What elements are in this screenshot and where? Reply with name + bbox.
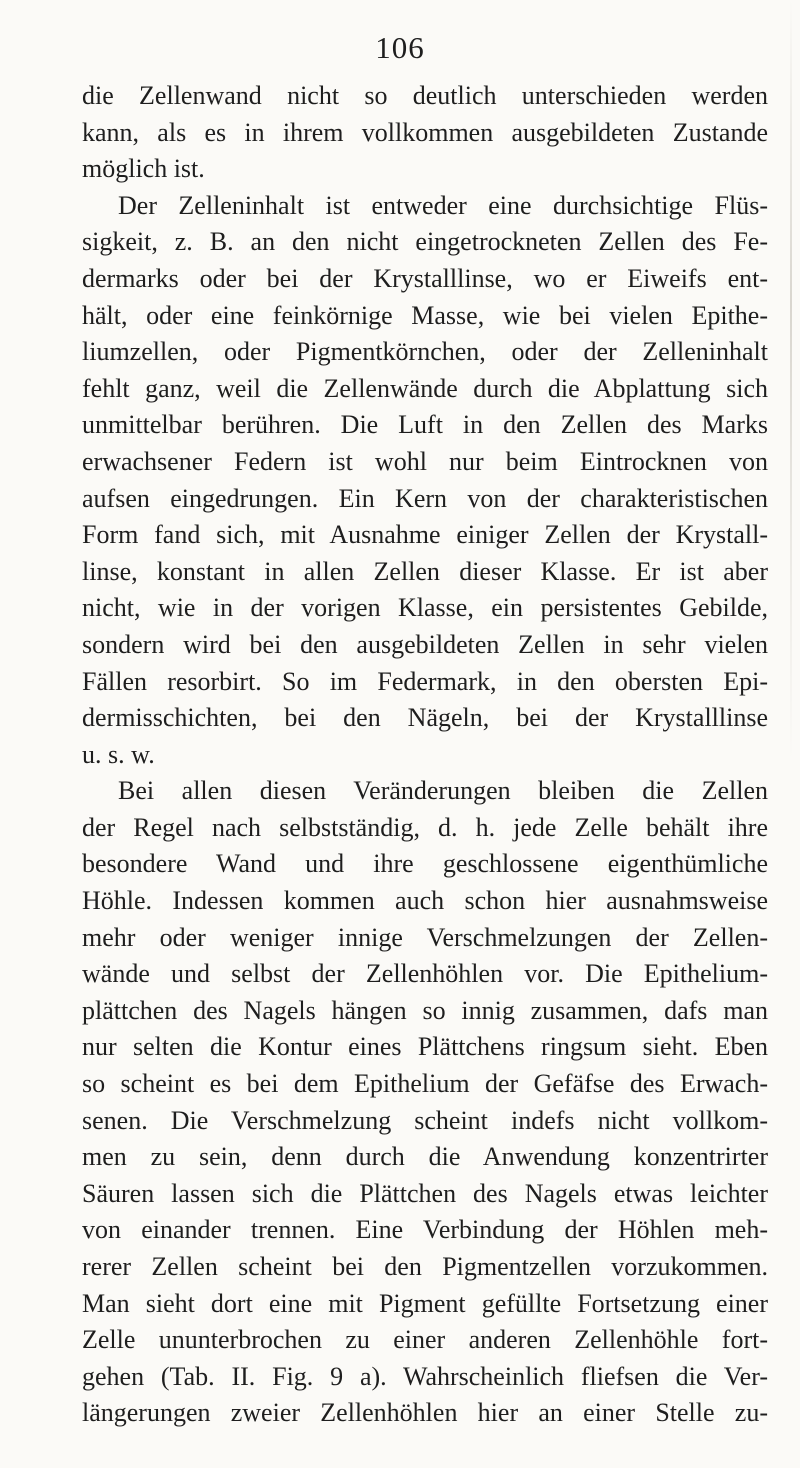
body-text	[82, 78, 768, 1432]
text-line: sigkeit, z. B. an den nicht eingetrockneten Zellen des Fe-	[82, 227, 768, 257]
text-line: nur selten die Kontur eines Plättchens ringsum sieht. Eben	[82, 1032, 768, 1062]
text-line: nicht, wie in der vorigen Klasse, ein persistentes Gebilde,	[82, 593, 768, 623]
text-line: Zelle ununterbrochen zu einer anderen Zellenhöhle fort-	[82, 1325, 768, 1355]
page-number: 106	[375, 30, 425, 65]
text-line: mehr oder weniger innige Verschmelzungen der Zellen-	[82, 922, 768, 952]
text-line: gehen (Tab. II. Fig. 9 a). Wahrscheinlich fliefsen die Ver-	[82, 1361, 768, 1391]
text-line: hält, oder eine feinkörnige Masse, wie bei vielen Epithe-	[82, 300, 768, 330]
text-line: der Regel nach selbstständig, d. h. jede Zelle behält ihre	[82, 812, 768, 842]
text-line: so scheint es bei dem Epithelium der Gefäfse des Erwach-	[82, 1069, 768, 1099]
text-line: Man sieht dort eine mit Pigment gefüllte Fortsetzung einer	[82, 1288, 768, 1318]
text-line: möglich ist.	[82, 154, 205, 184]
text-line: Form fand sich, mit Ausnahme einiger Zellen der Krystall-	[82, 520, 768, 550]
text-line: kann, als es in ihrem vollkommen ausgebildeten Zustande	[82, 117, 768, 147]
text-line: fehlt ganz, weil die Zellenwände durch die Abplattung sich	[82, 373, 768, 403]
text-line: u. s. w.	[82, 739, 155, 769]
text-line: erwachsener Federn ist wohl nur beim Eintrocknen von	[82, 446, 768, 476]
text-line: rerer Zellen scheint bei den Pigmentzellen vorzukommen.	[82, 1252, 768, 1281]
text-line: Der Zelleninhalt ist entweder eine durchsichtige Flüs-	[118, 190, 768, 220]
text-line: Fällen resorbirt. So im Federmark, in den obersten Epi-	[82, 666, 768, 696]
text-line: dermisschichten, bei den Nägeln, bei der Krystalllinse	[82, 703, 768, 733]
text-line: längerungen zweier Zellenhöhlen hier an einer Stelle zu-	[82, 1398, 768, 1428]
text-line: wände und selbst der Zellenhöhlen vor. Die Epithelium-	[82, 959, 768, 989]
text-line: besondere Wand und ihre geschlossene eigenthümliche	[82, 849, 768, 879]
text-line: Säuren lassen sich die Plättchen des Nagels etwas leichter	[82, 1178, 768, 1208]
text-line: aufsen eingedrungen. Ein Kern von der charakteristischen	[82, 483, 768, 513]
text-line: liumzellen, oder Pigmentkörnchen, oder der Zelleninhalt	[82, 337, 768, 367]
text-line: senen. Die Verschmelzung scheint indefs nicht vollkom-	[82, 1105, 768, 1135]
text-line: linse, konstant in allen Zellen dieser Klasse. Er ist aber	[82, 556, 768, 586]
text-line: men zu sein, denn durch die Anwendung konzentrirter	[82, 1142, 768, 1172]
text-line: unmittelbar berühren. Die Luft in den Zellen des Marks	[82, 410, 768, 440]
text-line: plättchen des Nagels hängen so innig zusammen, dafs man	[82, 995, 768, 1025]
text-line: sondern wird bei den ausgebildeten Zellen in sehr vielen	[82, 629, 768, 659]
text-line: dermarks oder bei der Krystalllinse, wo er Eiweifs ent-	[82, 263, 768, 293]
text-line: Bei allen diesen Veränderungen bleiben die Zellen	[118, 776, 768, 806]
page-edge-shadow	[790, 0, 792, 760]
text-line: Höhle. Indessen kommen auch schon hier ausnahmsweise	[82, 886, 768, 916]
text-line: die Zellenwand nicht so deutlich unterschieden werden	[82, 81, 768, 110]
text-line: von einander trennen. Eine Verbindung der Höhlen meh-	[82, 1215, 768, 1245]
